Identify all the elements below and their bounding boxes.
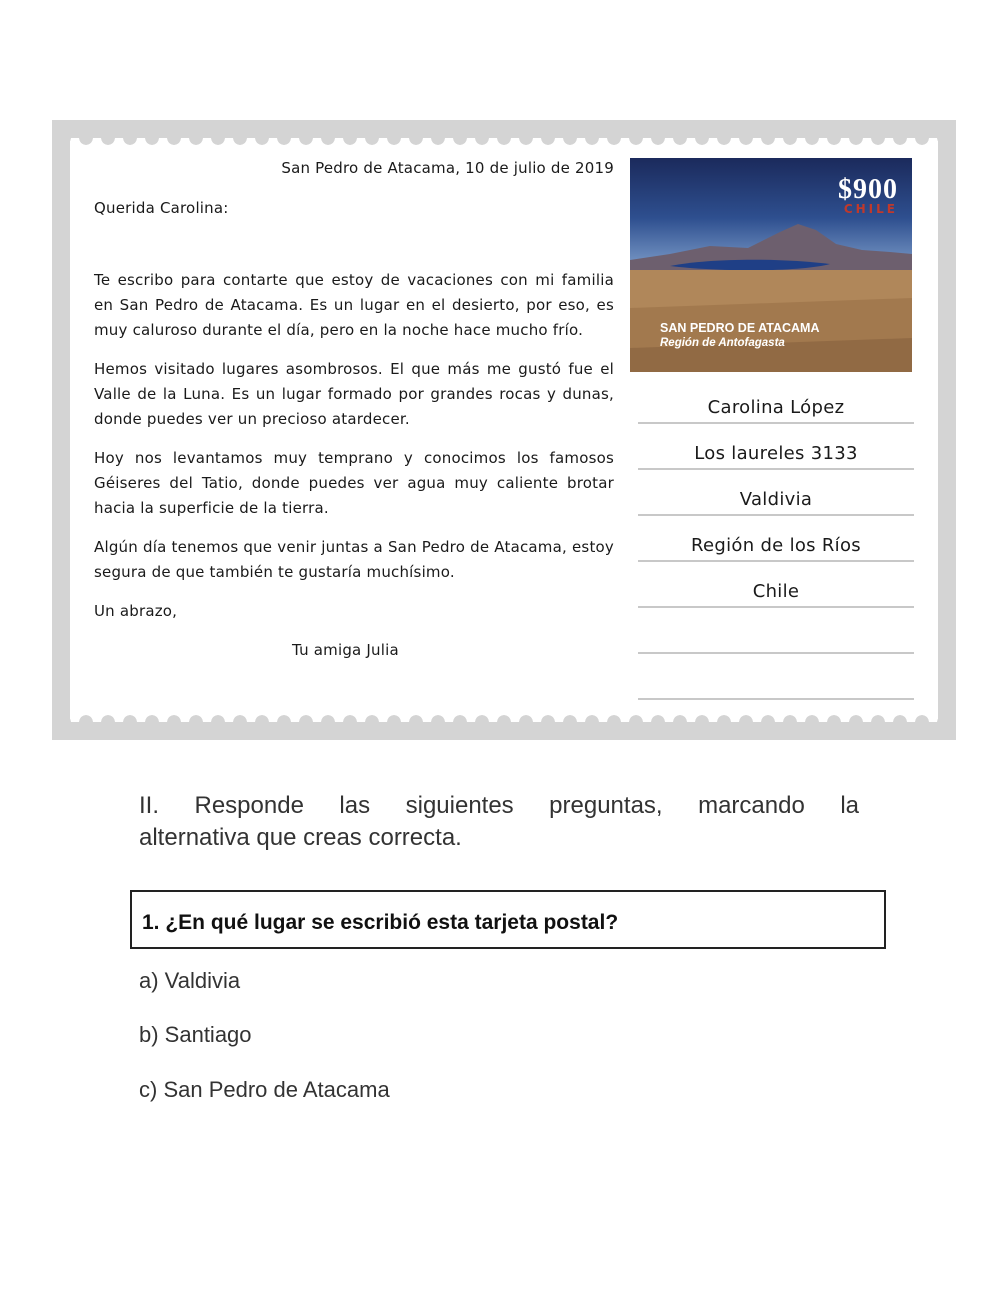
- letter-date: San Pedro de Atacama, 10 de julio de 2019: [281, 159, 614, 177]
- answer-option-b[interactable]: b) Santiago: [139, 1022, 252, 1047]
- address-line: Región de los Ríos: [638, 518, 914, 562]
- address-line-empty: [638, 656, 914, 700]
- address-line: Chile: [638, 564, 914, 608]
- postage-stamp: [630, 158, 912, 372]
- instructions-line: alternativa que creas correcta.: [139, 824, 462, 851]
- section-instructions: [139, 790, 859, 854]
- letter-body: [94, 150, 614, 663]
- address-block: [638, 392, 914, 702]
- instructions-line: II. Responde las siguientes preguntas, marcando la: [139, 792, 859, 819]
- stamp-price: $900: [838, 174, 898, 205]
- stamp-place: SAN PEDRO DE ATACAMA: [660, 321, 820, 335]
- address-line: Los laureles 3133: [638, 426, 914, 470]
- letter-greeting: Querida Carolina:: [94, 199, 229, 217]
- address-line: Valdivia: [638, 472, 914, 516]
- question-text: 1. ¿En qué lugar se escribió esta tarjeta postal?: [142, 911, 619, 934]
- question-box: [130, 890, 886, 949]
- letter-closing: Un abrazo,: [94, 602, 178, 620]
- address-line: Carolina López: [638, 392, 914, 424]
- letter-paragraph: Hemos visitado lugares asombrosos. El que más me gustó fue el Valle de la Luna. Es un lugar formado por grandes rocas y dunas, donde puedes ver un precioso atardecer.: [94, 360, 614, 428]
- answer-option-a[interactable]: a) Valdivia: [139, 968, 241, 993]
- letter-paragraph: Algún día tenemos que venir juntas a San Pedro de Atacama, estoy segura de que también te gustaría muchísimo.: [94, 538, 614, 581]
- letter-paragraph: Hoy nos levantamos muy temprano y conocimos los famosos Géiseres del Tatio, donde puedes ver agua muy caliente brotar hacia la superficie de la tierra.: [94, 449, 614, 517]
- letter-paragraph: Te escribo para contarte que estoy de vacaciones con mi familia en San Pedro de Atacama. Es un lugar en el desierto, por eso, es muy caluroso durante el día, pero en la noche hace mucho frío.: [94, 271, 614, 339]
- stamp-region: Región de Antofagasta: [660, 337, 785, 349]
- letter-signature: Tu amiga Julia: [292, 641, 399, 659]
- answer-option-c[interactable]: c) San Pedro de Atacama: [139, 1077, 390, 1102]
- address-line-empty: [638, 610, 914, 654]
- stamp-country: CHILE: [843, 202, 898, 216]
